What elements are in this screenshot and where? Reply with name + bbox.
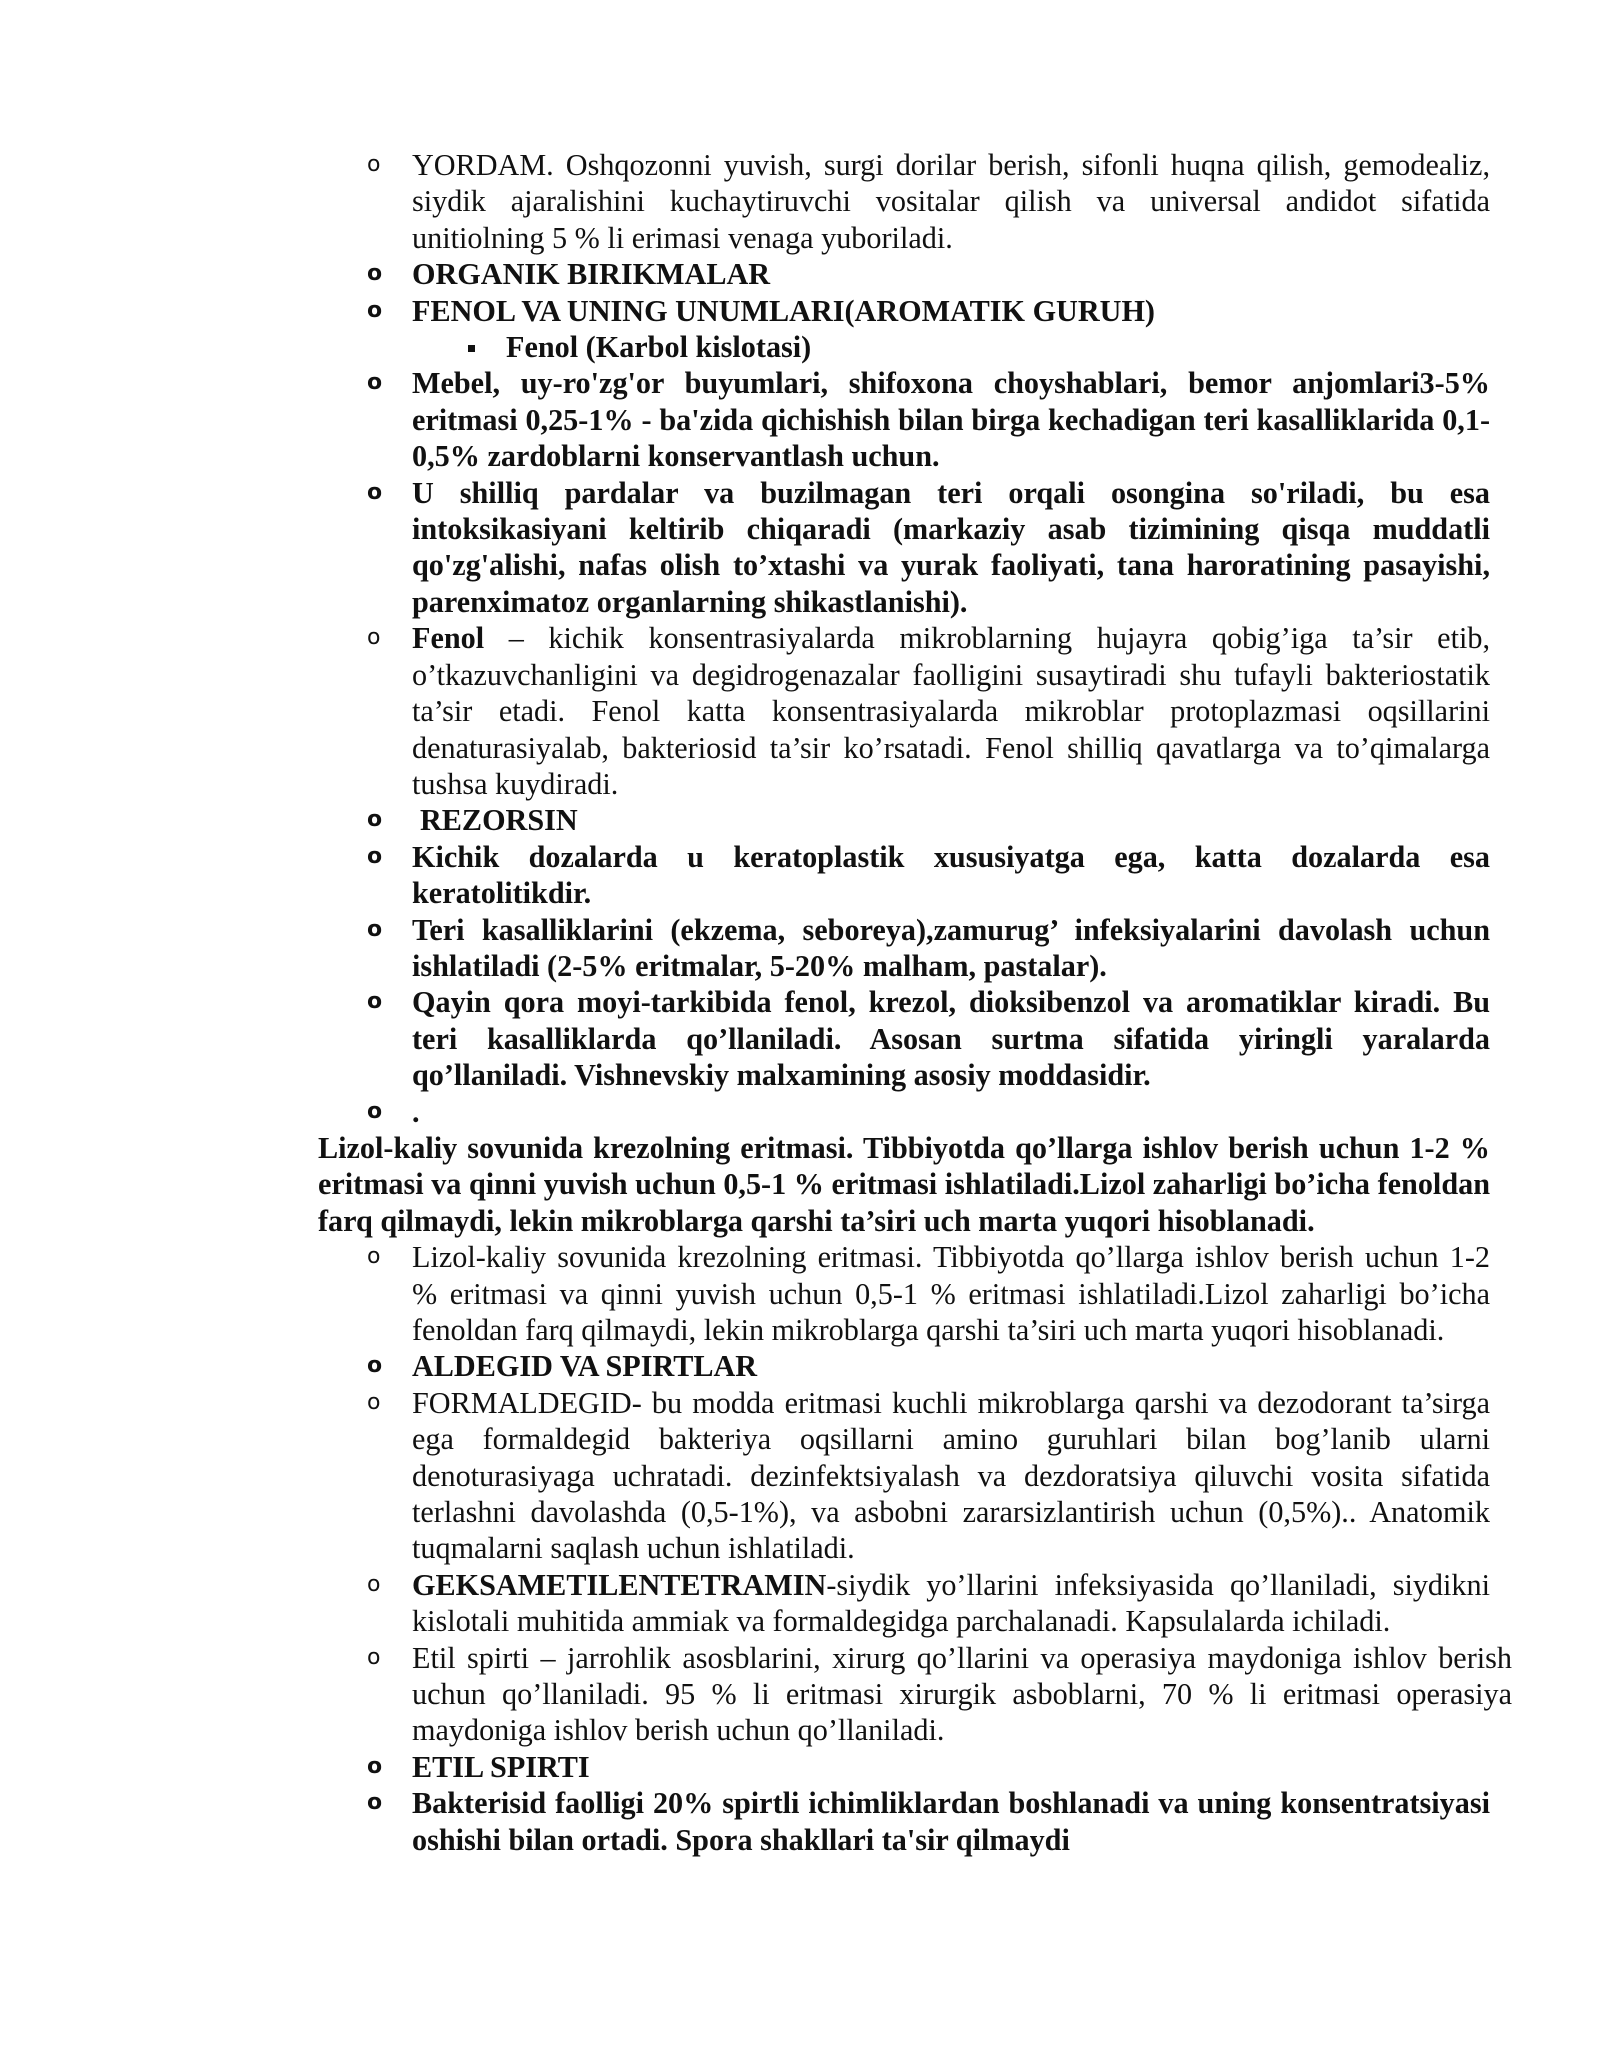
- item-text: Fenol (Karbol kislotasi): [506, 330, 812, 365]
- bullet-marker: o: [367, 479, 383, 505]
- list-item-qayin: [318, 984, 1490, 1093]
- list-item-etil-heading: [318, 1749, 1490, 1785]
- item-text: REZORSIN: [420, 803, 578, 838]
- list-item-etil-spirti: [318, 1640, 1512, 1749]
- list-item-bakterisid: [318, 1785, 1490, 1858]
- item-text: Lizol-kaliy sovunida krezolning eritmasi. Tibbiyotda qo’llarga ishlov berish uchun 1-2 % eritmasi va qinni yuvish uchun 0,5-1 % eritmasi ishlatiladi.Lizol zaharligi bo’icha fenoldan farq qilmaydi, lekin mikroblarga qarshi ta’siri uch marta yuqori hisoblanadi.: [412, 1240, 1490, 1347]
- item-text: Teri kasalliklarini (ekzema, seboreya),zamurug’ infeksiyalarini davolash uchun ishlatiladi (2-5% eritmalar, 5-20% malham, pastalar).: [412, 912, 1490, 983]
- bullet-marker: o: [367, 1790, 383, 1816]
- bullet-marker: o: [367, 989, 383, 1015]
- item-lead-term: Fenol: [412, 621, 485, 656]
- item-text: Kichik dozalarda u keratoplastik xususiyatga ega, katta dozalarda esa keratolitikdir.: [412, 839, 1490, 911]
- list-item-mebel: [318, 365, 1490, 474]
- list-item-aldegid-heading: [318, 1348, 1490, 1384]
- list-item-yordam: [318, 147, 1490, 256]
- list-item-teri: [318, 912, 1490, 985]
- list-item-kichik: [318, 839, 1490, 912]
- bullet-marker: o: [367, 297, 383, 323]
- bullet-marker: o: [367, 152, 381, 177]
- item-text: FENOL VA UNING UNUMLARI(AROMATIK GURUH): [412, 293, 1155, 328]
- bullet-marker: o: [367, 1571, 381, 1597]
- list-item-fenol-heading: [318, 293, 1490, 329]
- square-bullet-icon: [468, 345, 475, 352]
- sub-list-item-fenol: [318, 329, 1490, 365]
- bullet-marker: o: [367, 916, 383, 942]
- item-text: Bakterisid faolligi 20% spirtli ichimliklardan boshlanadi va uning konsentratsiyasi oshishi bilan ortadi. Spora shakllari ta'sir qilmaydi: [412, 1786, 1490, 1857]
- item-text: Mebel, uy-ro'zg'or buyumlari, shifoxona choyshablari, bemor anjomlari3-5% eritmasi 0,25-1% - ba'zida qichishish bilan birga kechadigan teri kasalliklarida 0,1-0,5% zardoblarni konservantlash uchun.: [412, 366, 1490, 474]
- list-item-empty: [318, 1094, 1490, 1130]
- list-item-rezorsin-heading: [318, 802, 1490, 838]
- list-item-geksametilentetramin: [318, 1567, 1490, 1640]
- item-text: U shilliq pardalar va buzilmagan teri orqali osongina so'riladi, bu esa intoksikasiyani keltirib chiqaradi (markaziy asab tizimining qisqa muddatli qo'zg'alishi, nafas olish to’xtashi va yurak faoliyati, tana haroratining pasayishi, parenximatoz organlarning shikastlanishi).: [412, 475, 1490, 619]
- item-text: – kichik konsentrasiyalarda mikroblarning hujayra qobig’iga ta’sir etib, o’tkazuvchanligini va degidrogenazalar faolligini susaytiradi shu tufayli bakteriostatik ta’sir etadi. Fenol katta konsentrasiyalarda mikroblar protoplazmasi oqsillarini denaturasiyalab, bakteriosid ta’sir ko’rsatadi. Fenol shilliq qavatlarga va to’qimalarga tushsa kuydiradi.: [412, 621, 1490, 801]
- bullet-marker: o: [367, 370, 383, 396]
- item-text: -siydik yo’llarini infeksiyasida qo’llaniladi, siydikni kislotali muhitida ammiak va formaldegidga parchalanadi. Kapsulalarda ichiladi.: [412, 1567, 1490, 1639]
- item-text: Qayin qora moyi-tarkibida fenol, krezol, dioksibenzol va aromatiklar kiradi. Bu teri kasalliklarda qo’llaniladi. Asosan surtma sifatida yiringli yaralarda qo’llaniladi. Vishnevskiy malxamining asosiy moddasidir.: [412, 985, 1490, 1093]
- item-text: Etil spirti – jarrohlik asosblarini, xirurg qo’llarini va operasiya maydoniga ishlov berish uchun qo’llaniladi. 95 % li eritmasi xirurgik asboblarni, 70 % li eritmasi operasiya maydoniga ishlov berish uchun qo’llaniladi.: [412, 1640, 1512, 1748]
- item-text: ETIL SPIRTI: [412, 1749, 590, 1784]
- list-item-organik-heading: [318, 256, 1490, 292]
- bullet-marker: o: [367, 625, 381, 651]
- list-item-formaldegid: [318, 1385, 1490, 1567]
- item-lead-term: GEKSAMETILENTETRAMIN: [412, 1567, 827, 1602]
- list-item-fenol-description: [318, 620, 1490, 802]
- list-item-shilliq: [318, 475, 1490, 621]
- bullet-marker: o: [367, 1644, 381, 1670]
- item-text: YORDAM. Oshqozonni yuvish, surgi dorilar berish, sifonli huqna qilish, gemodealiz, siydik ajaralishini kuchaytiruvchi vositalar qilish va universal andidot sifatida unitiolning 5 % li erimasi venaga yuboriladi.: [412, 148, 1490, 255]
- bullet-marker: o: [367, 1353, 383, 1379]
- bullet-marker: o: [367, 1098, 383, 1124]
- item-text: ALDEGID VA SPIRTLAR: [412, 1349, 758, 1384]
- item-text: .: [412, 1094, 420, 1129]
- list-item-lizol: [318, 1239, 1490, 1348]
- bullet-marker: o: [367, 843, 383, 869]
- bullet-marker: o: [367, 1753, 383, 1779]
- document-body: [318, 147, 1512, 1858]
- item-text: ORGANIK BIRIKMALAR: [412, 257, 771, 292]
- item-text: FORMALDEGID- bu modda eritmasi kuchli mikroblarga qarshi va dezodorant ta’sirga ega formaldegid bakteriya oqsillarni amino guruhlari bilan bog’lanib ularni denoturasiyaga uchratadi. dezinfektsiyalash va dezdoratsiya qiluvchi vosita sifatida terlashni davolashda (0,5-1%), va asbobni zararsizlantirish uchun (0,5%).. Anatomik tuqmalarni saqlash uchun ishlatiladi.: [412, 1385, 1490, 1566]
- bullet-marker: o: [367, 1244, 381, 1270]
- bullet-marker: o: [367, 261, 383, 287]
- bullet-marker: o: [367, 1389, 381, 1415]
- paragraph-lizol-bold: Lizol-kaliy sovunida krezolning eritmasi. Tibbiyotda qo’llarga ishlov berish uchun 1-2 % eritmasi va qinni yuvish uchun 0,5-1 % eritmasi ishlatiladi.Lizol zaharligi bo’icha fenoldan farq qilmaydi, lekin mikroblarga qarshi ta’siri uch marta yuqori hisoblanadi.: [318, 1130, 1490, 1238]
- bullet-marker: o: [367, 807, 383, 833]
